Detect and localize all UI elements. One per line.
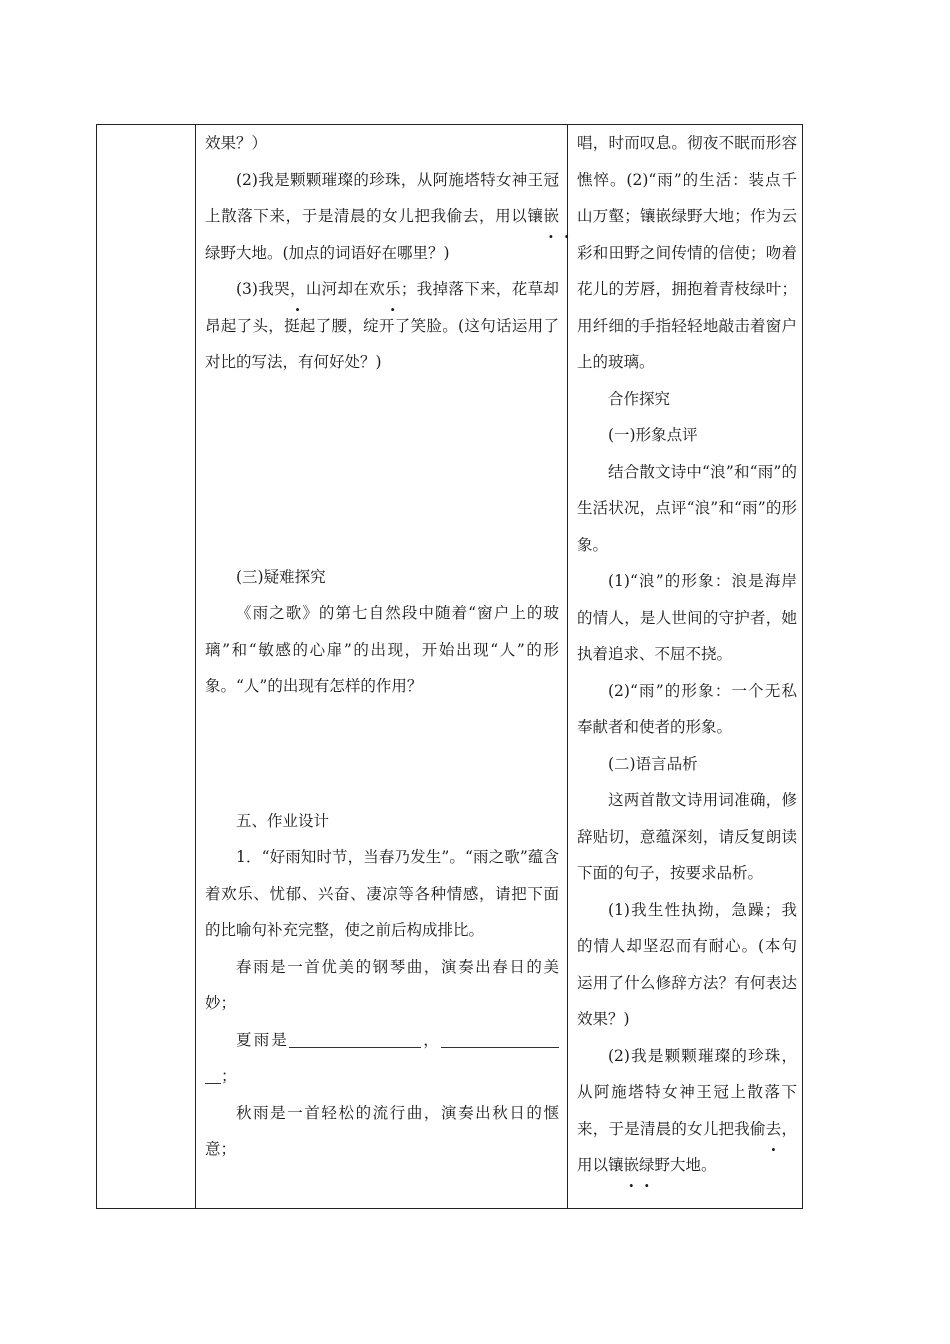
answer-blank[interactable] [441, 1030, 559, 1047]
emphasis-char: 嵌 [623, 1156, 640, 1174]
homework-item: 1．“好雨知时节，当春乃发生”。“雨之歌”蕴含着欢乐、忧郁、兴奋、凄凉等各种情感，请把下面的比喻句补充完整，使之前后构成排比。 [205, 848, 559, 939]
text-block: (1)“浪”的形象：浪是海岸的情人，是人世间的守护者，她执着追求、不屈不挠。 [577, 572, 797, 663]
emphasis-char: 嵌 [543, 207, 559, 225]
subsection-heading: (一)形象点评 [608, 426, 698, 444]
text-block: (1)我生性执拗，急躁；我的情人却坚忍而有耐心。(本句运用了什么修辞方法？有何表达效果？) [577, 900, 797, 1028]
answer-blank[interactable] [289, 1030, 421, 1047]
text-block: (2)“雨”的形象：一个无私奉献者和使者的形象。 [577, 681, 797, 736]
emphasis-char: 偷 [750, 1119, 766, 1138]
summer-sentence: 夏雨是 ，； [205, 1022, 559, 1095]
text-block: (2)我是颗颗璀璨的珍珠，从阿施塔特女神王冠上散落下来，于是清晨的女儿把我偷去，用以镶嵌绿野大地。 [577, 1046, 797, 1174]
subsection-heading: (二)语言品析 [608, 754, 698, 773]
emphasis-char: 哭 [274, 280, 290, 298]
right-column [569, 125, 803, 1208]
emphasis-char: 欢 [369, 280, 386, 298]
section-heading: (三)疑难探究 [236, 567, 326, 586]
emphasis-char: 镶 [608, 1156, 624, 1174]
section-heading: 合作探究 [608, 389, 671, 408]
emphasis-char: 镶 [527, 207, 544, 225]
text-block: 唱，时而叹息。彻夜不眠而形容憔悴。(2)“雨”的生活：装点千山万壑；镶嵌绿野大地；作为云彩和田野之间传情的信使；吻着花儿的芳唇，拥抱着青枝绿叶；用纤细的手指轻轻地敲击着窗户上的玻璃。 [577, 134, 797, 371]
text-block: 结合散文诗中“浪”和“雨”的生活状况，点评“浪”和“雨”的形象。 [577, 462, 797, 554]
middle-column [195, 125, 567, 1208]
autumn-sentence: 秋雨是一首轻松的流行曲，演奏出秋日的惬意； [205, 1103, 559, 1158]
lesson-table [96, 124, 803, 1209]
text-block: 这两首散文诗用词准确，修辞贴切，意蕴深刻，请反复朗读下面的句子，按要求品析。 [577, 791, 797, 882]
answer-blank[interactable] [205, 1067, 221, 1084]
question-3: (3)我哭，山河却在欢乐；我掉落下来，花草却昂起了头，挺起了腰，绽开了笑脸。(这句话运用了对比的写法，有何好处？) [205, 280, 559, 371]
column-divider [567, 125, 568, 1208]
section-heading: 五、作业设计 [236, 811, 330, 830]
text-line: 效果？） [205, 134, 268, 152]
section-body: 《雨之歌》的第七自然段中随着“窗户上的玻璃”和“敏感的心扉”的出现，开始出现“人”的形象。“人”的出现有怎样的作用？ [205, 604, 559, 695]
spring-sentence: 春雨是一首优美的钢琴曲，演奏出春日的美妙； [205, 957, 559, 1012]
question-2: (2)我是颗颗璀璨的珍珠，从阿施塔特女神王冠上散落下来，于是清晨的女儿把我偷去，用以镶嵌绿野大地。(加点的词语好在哪里？) [205, 170, 559, 262]
